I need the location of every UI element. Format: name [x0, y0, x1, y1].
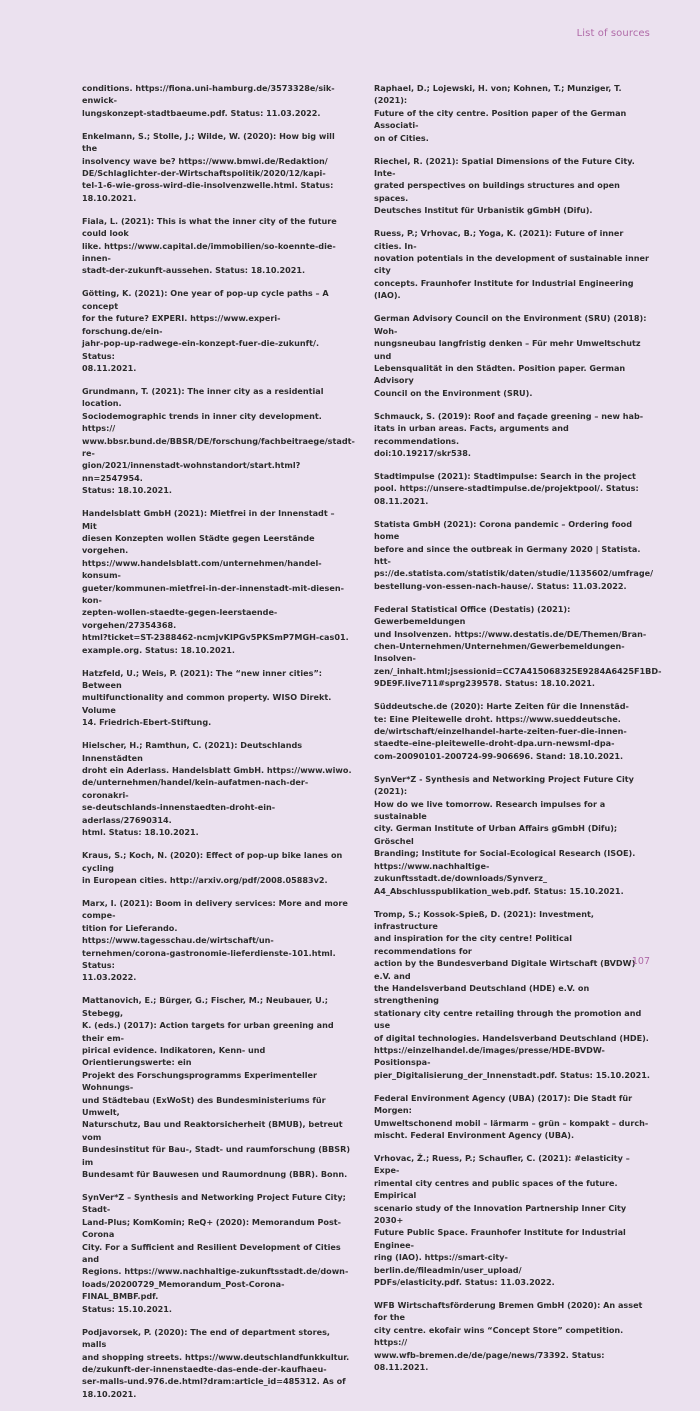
reference-entry: Grundmann, T. (2021): The inner city as a residential location. Sociodemographic trends in inner city development. https:// www.bbsr.bund.de/BBSR/DE/forschung/fachbeitraege/stadt-re- gion/2021/innenstadt-wohnstandort/start.html?nn=2547954. Status: 18.10.2021.: [82, 385, 355, 496]
reference-entry: German Advisory Council on the Environment (SRU) (2018): Woh- nungsneubau langfristig denken – Für mehr Umweltschutz und Lebensqualität in den Städten. Position paper. German Advisory Council on the Environment (SRU).: [374, 313, 647, 398]
page-number: 107: [631, 956, 650, 967]
reference-entry: Mattanovich, E.; Bürger, G.; Fischer, M.; Neubauer, U.; Stebegg, K. (eds.) (2017): Action targets for urban greening and their em- pirical evidence. Indikatoren, Kenn- und Orientierungswerte: ein Projekt des Forschungsprogramms Experimenteller Wohnungs- und Städtebau (ExWoSt) des Bundesministeriums für Umwelt, Naturschutz, Bau und Reaktorsicherheit (BMUB), betreut vom Bundesinstitut für Bau-, Stadt- und raumforschung (BBSR) im Bundesamt für Bauwesen und Raumordnung (BBR). Bonn.: [82, 995, 351, 1180]
reference-entry: Tromp, S.; Kossok-Spieß, D. (2021): Investment, infrastructure and inspiration for the city centre! Political recommendations for action by the Bundesverband Digitale Wirtschaft (BVDW) e.V. and the Handelsverband Deutschland (HDE) e.V. on strengthening stationary city centre retailing through the promotion and use of digital technologies. Handelsverband Deutschland (HDE). https://einzelhandel.de/images/presse/HDE-BVDW-Positionspa- pier_Digitalisierung_der_Innenstadt.pdf. Status: 15.10.2021.: [374, 908, 650, 1080]
left-references-column: [82, 82, 355, 1411]
reference-entry: Kraus, S.; Koch, N. (2020): Effect of pop-up bike lanes on cycling in European cities. http://arxiv.org/pdf/2008.05883v2.: [82, 850, 343, 885]
reference-entry: Marx, I. (2021): Boom in delivery services: More and more compe- tition for Lieferando. https://www.tagesschau.de/wirtschaft/un- ternehmen/corona-gastronomie-lieferdienste-101.html. Status: 11.03.2022.: [82, 897, 348, 983]
reference-entry: SynVer*Z - Synthesis and Networking Project Future City (2021): How do we live tomorrow. Research impulses for a sustainable city. German Institute of Urban Affairs gGmbH (Difu); Gröschel Branding; Institute for Social-Ecological Research (ISOE). https://www.nachhaltige-zukunftsstadt.de/downloads/Synverz_ A4_Abschlusspublikation_web.pdf. Status: 15.10.2021.: [374, 773, 636, 896]
reference-entry: Federal Environment Agency (UBA) (2017): Die Stadt für Morgen: Umweltschonend mobil – lärmarm – grün – kompakt – durch- mischt. Federal Environment Agency (UBA).: [374, 1092, 649, 1140]
reference-entry: Ruess, P.; Vrhovac, B.; Yoga, K. (2021): Future of inner cities. In- novation potentials in the development of sustainable inner city concepts. Fraunhofer Institute for Industrial Engineering (IAO).: [374, 228, 649, 301]
reference-entry: WFB Wirtschaftsförderung Bremen GmbH (2020): An asset for the city centre. ekofair wins “Concept Store” competition. https:// www.wfb-bremen.de/de/page/news/73392. Status: 08.11.2021.: [374, 1300, 643, 1373]
reference-entry: Fiala, L. (2021): This is what the inner city of the future could look like. https://www.capital.de/immobilien/so-koennte-die-innen- stadt-der-zukunft-aussehen. Status: 18.10.2021.: [82, 215, 337, 276]
reference-entry: Handelsblatt GmbH (2021): Mietfrei in der Innenstadt – Mit diesen Konzepten wollen Städte gegen Leerstände vorgehen. https://www.handelsblatt.com/unternehmen/handel-konsum- gueter/kommunen-mietfrei-in-der-innenstadt-mit-diesen-kon- zepten-wollen-staedte-gegen-leerstaende-vorgehen/27354368. html?ticket=ST-2388462-ncmjvKIPGv5PKSmP7MGH-cas01. example.org. Status: 18.10.2021.: [82, 508, 349, 655]
reference-entry: Stadtimpulse (2021): Stadtimpulse: Search in the project pool. https://unsere-stadtimpulse.de/projektpool/. Status: 08.11.2021.: [374, 470, 639, 506]
reference-entry: Enkelmann, S.; Stolle, J.; Wilde, W. (2020): How big will the insolvency wave be? https://www.bmwi.de/Redaktion/ DE/Schlaglichter-der-Wirtschaftspolitik/2020/12/kapi- tel-1-6-wie-gross-wird-die-insolvenzwelle.html. Status: 18.10.2021.: [82, 130, 335, 203]
reference-entry: SynVer*Z – Synthesis and Networking Project Future City; Stadt- Land-Plus; KomKomin; ReQ+ (2020): Memorandum Post-Corona City. For a Sufficient and Resilient Development of Cities and Regions. https://www.nachhaltige-zukunftsstadt.de/down- loads/20200729_Memorandum_Post-Corona-FINAL_BMBF.pdf. Status: 15.10.2021.: [82, 1192, 349, 1314]
reference-entry: Statista GmbH (2021): Corona pandemic – Ordering food home before and since the outbreak in Germany 2020 | Statista. htt- ps://de.statista.com/statistik/daten/studie/1135602/umfrage/ bestellung-von-essen-nach-hause/. Status: 11.03.2022.: [374, 518, 654, 591]
reference-entry: Federal Statistical Office (Destatis) (2021): Gewerbemeldungen und Insolvenzen. https://www.destatis.de/DE/Themen/Bran- chen-Unternehmen/Unternehmen/Gewerbemeldungen-Insolven- zen/_inhalt.html;jsessionid=CC7A415068325E9284A6425F1BD- 9DE9F.live711#sprg239578. Status: 18.10.2021.: [374, 603, 662, 689]
reference-entry: Podjavorsek, P. (2020): The end of department stores, malls and shopping streets. https://www.deutschlandfunkkultur. de/zukunft-der-innenstaedte-das-ende-der-kaufhaeu- ser-malls-und.976.de.html?dram:article_id=485312. As of 18.10.2021.: [82, 1326, 350, 1399]
reference-entry: Süddeutsche.de (2020): Harte Zeiten für die Innenstäd- te: Eine Pleitewelle droht. https://www.sueddeutsche. de/wirtschaft/einzelhandel-harte-zeiten-fuer-die-innen- staedte-eine-pleitewelle-droht-dpa.urn-newsml-dpa- com-20090101-200724-99-906696. Stand: 18.10.2021.: [374, 701, 629, 761]
reference-entry: Götting, K. (2021): One year of pop-up cycle paths – A concept for the future? EXPERI. https://www.experi-forschung.de/ein- jahr-pop-up-radwege-ein-konzept-fuer-die-zukunft/. Status: 08.11.2021.: [82, 288, 329, 373]
reference-entry: Riechel, R. (2021): Spatial Dimensions of the Future City. Inte- grated perspectives on buildings structures and open spaces. Deutsches Institut für Urbanistik gGmbH (Difu).: [374, 155, 635, 216]
reference-entry: Raphael, D.; Lojewski, H. von; Kohnen, T.; Munziger, T. (2021): Future of the city centre. Position paper of the German Associati- on of Cities.: [374, 83, 627, 143]
reference-entry: Hielscher, H.; Ramthun, C. (2021): Deutschlands Innenstädten droht ein Aderlass. Handelsblatt GmbH. https://www.wiwo. de/unternehmen/handel/kein-aufatmen-nach-der-coronakri- se-deutschlands-innenstaedten-droht-ein-aderlass/27690314. html. Status: 18.10.2021.: [82, 740, 352, 838]
right-references-column: [374, 82, 662, 1384]
reference-entry: conditions. https://fiona.uni-hamburg.de/3573328e/sik-enwick- lungskonzept-stadtbaeume.pdf. Status: 11.03.2022.: [82, 83, 335, 118]
reference-entry: Hatzfeld, U.; Weis, P. (2021): The “new inner cities”: Between multifunctionality and common property. WISO Direkt. Volume 14. Friedrich-Ebert-Stiftung.: [82, 667, 332, 728]
reference-entry: Vrhovac, Ž.; Ruess, P.; Schaufler, C. (2021): #elasticity – Expe- rimental city centres and public spaces of the future. Empirical scenario study of the Innovation Partnership Inner City 2030+ Future Public Space. Fraunhofer Institute for Industrial Enginee- ring (IAO). https://smart-city-berlin.de/fileadmin/user_upload/ PDFs/elasticity.pdf. Status: 11.03.2022.: [374, 1153, 630, 1288]
section-header: List of sources: [576, 28, 650, 39]
reference-entry: Schmauck, S. (2019): Roof and façade greening – new hab- itats in urban areas. Facts, arguments and recommendations. doi:10.19217/skr538.: [374, 410, 644, 458]
